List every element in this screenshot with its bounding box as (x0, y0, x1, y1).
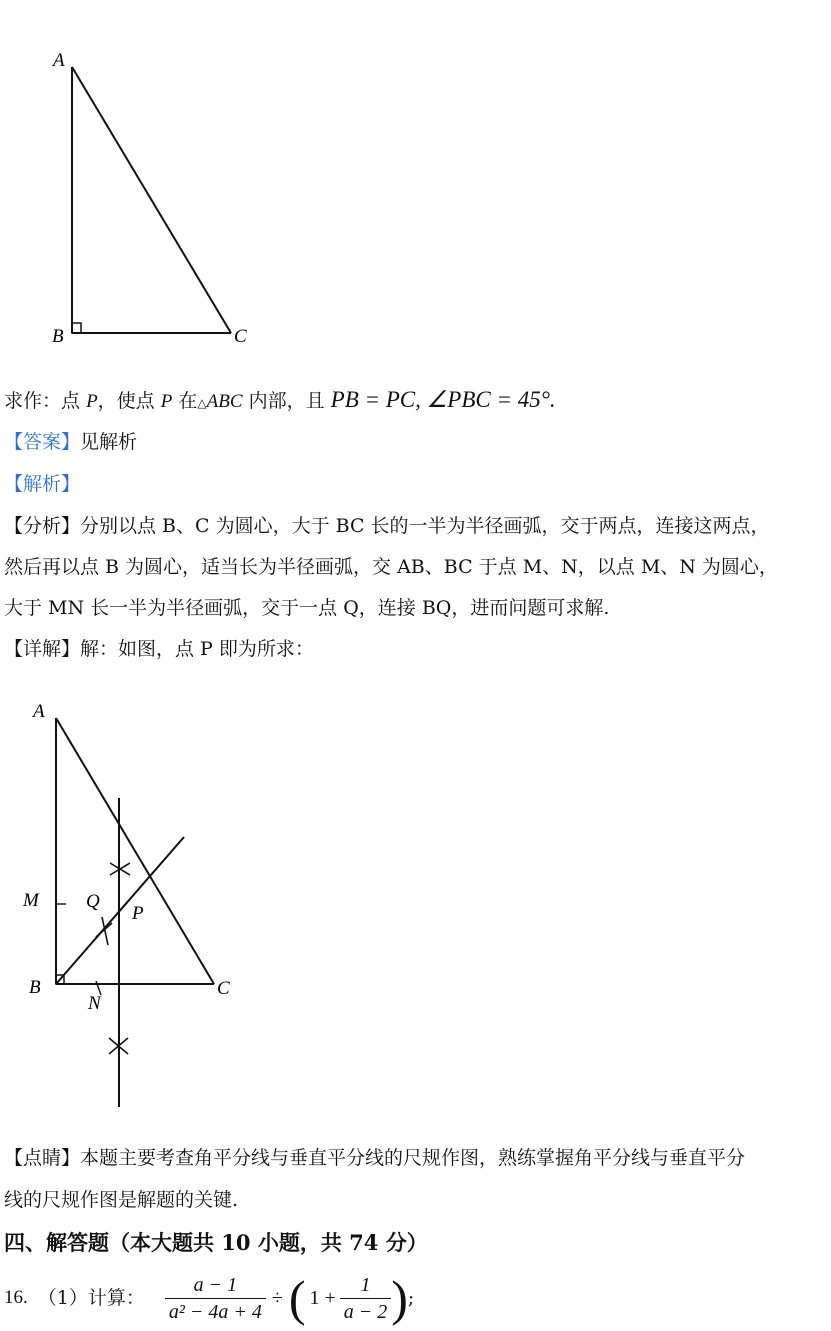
xiangjie-tag: 【详解】 (4, 638, 81, 660)
point-p: P (160, 391, 173, 412)
question-number: 16. (4, 1287, 28, 1308)
fenxi-line3: 大于 MN 长一半为半径画弧，交于一点 Q，连接 BQ，进而问题可求解. (4, 597, 610, 619)
divide-sign: ÷ (271, 1287, 283, 1309)
fraction-1-numerator: a − 1 (193, 1273, 238, 1296)
problem-mid3: 内部，且 (248, 390, 325, 412)
answer-text: 见解析 (80, 431, 138, 453)
right-paren: ) (391, 1270, 408, 1326)
problem-condition: PB = PC, ∠PBC = 45°. (330, 387, 556, 412)
fraction-1-denominator: a² − 4a + 4 (165, 1298, 266, 1323)
label-q: Q (86, 891, 100, 912)
xiangjie-line (4, 638, 314, 660)
one-plus: 1 + (309, 1287, 336, 1309)
fraction-2-denominator: a − 2 (340, 1298, 392, 1323)
triangle-name: ABC (206, 391, 243, 412)
analysis-tag: 【解析】 (4, 473, 81, 495)
label-c: C (234, 326, 247, 347)
section-heading: 四、解答题（本大题共 10 小题，共 74 分） (4, 1230, 428, 1255)
point-p: P (86, 391, 98, 412)
question-16 (4, 1268, 414, 1328)
label-a: A (53, 50, 65, 71)
label-b: B (52, 326, 64, 347)
problem-mid1: ，使点 (97, 390, 155, 412)
label-a: A (33, 701, 45, 722)
label-p: P (132, 903, 144, 924)
dianjing-line2: 线的尺规作图是解题的关键. (4, 1189, 239, 1211)
question-end: ; (407, 1287, 415, 1309)
fraction-2 (340, 1274, 392, 1323)
question-part: （1）计算： (37, 1287, 145, 1309)
problem-prefix: 求作：点 (4, 390, 81, 412)
label-n: N (88, 993, 101, 1014)
answer-tag: 【答案】 (4, 431, 81, 453)
label-m: M (23, 890, 39, 911)
fraction-2-numerator: 1 (360, 1273, 371, 1296)
answer-line (4, 431, 137, 453)
dianjing-text1: 本题主要考查角平分线与垂直平分线的尺规作图，熟练掌握角平分线与垂直平分 (80, 1147, 746, 1169)
label-b: B (29, 977, 41, 998)
fenxi-tag: 【分析】 (4, 515, 81, 537)
left-paren: ( (288, 1270, 306, 1326)
dianjing-line1 (4, 1147, 745, 1169)
fenxi-line2: 然后再以点 B 为圆心，适当长为半径画弧，交 AB、BC 于点 M、N，以点 M、N 为圆心， (4, 556, 778, 578)
triangle-symbol: △ (197, 396, 207, 410)
fenxi-line1 (4, 515, 770, 537)
label-c: C (217, 978, 230, 999)
fenxi-text1: 分别以点 B、C 为圆心，大于 BC 长的一半为半径画弧，交于两点，连接这两点， (80, 515, 770, 537)
problem-mid2: 在 (178, 390, 198, 412)
problem-statement (4, 389, 556, 414)
figure-triangle-abc (40, 40, 270, 360)
figure-construction (20, 695, 250, 1115)
fraction-1 (165, 1274, 266, 1323)
xiangjie-text: 解：如图，点 P 即为所求： (80, 638, 314, 660)
dianjing-tag: 【点睛】 (4, 1147, 81, 1169)
